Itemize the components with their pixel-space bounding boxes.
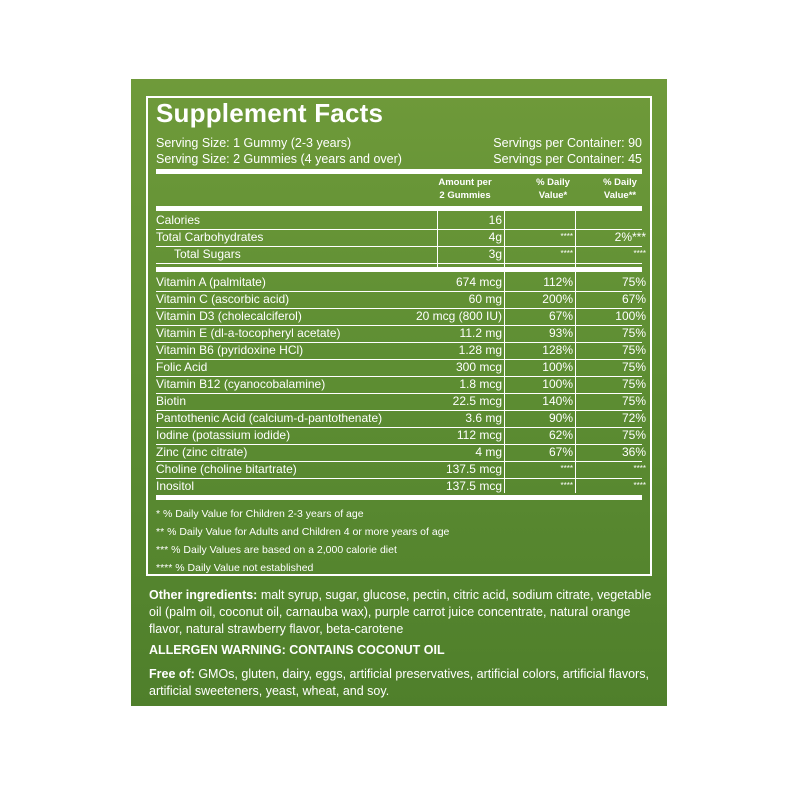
column-divider [504, 272, 505, 493]
nutrient-amount: 137.5 mcg [445, 462, 502, 476]
free-of-label: Free of: [149, 667, 195, 681]
nutrient-amount: 4 mg [475, 445, 502, 459]
other-ingredients-text: malt syrup, sugar, glucose, pectin, citric acid, sodium citrate, vegetable oil (palm oil, coconut oil, carnauba wax), purple carrot juice concentrate, natural orange flavor, natural strawberry flavor, beta-carotene [149, 588, 652, 636]
page-title: Supplement Facts [156, 98, 384, 128]
nutrient-row [156, 410, 646, 428]
supplement-facts-box [146, 96, 652, 576]
footnote: *** % Daily Values are based on a 2,000 calorie diet [156, 544, 397, 556]
daily-value-adults: 72% [621, 411, 646, 425]
nutrient-name: Vitamin D3 (cholecalciferol) [156, 309, 302, 323]
thick-divider [156, 267, 642, 272]
daily-value-adults: **** [633, 464, 646, 473]
daily-value-children: **** [560, 481, 573, 490]
nutrient-name: Vitamin B6 (pyridoxine HCl) [156, 343, 304, 357]
nutrient-amount: 3g [488, 247, 502, 261]
nutrient-name: Pantothenic Acid (calcium-d-pantothenate) [156, 411, 383, 425]
nutrient-row [156, 308, 646, 326]
nutrient-name: Biotin [156, 394, 187, 408]
nutrient-row [156, 291, 646, 309]
daily-value-children: 67% [548, 309, 573, 323]
nutrient-amount: 137.5 mcg [445, 479, 502, 493]
serving-row [156, 136, 642, 151]
daily-value-adults: 2%*** [614, 230, 646, 244]
daily-value-adults: 75% [621, 394, 646, 408]
servings-per-container: Servings per Container: 45 [493, 152, 642, 166]
nutrient-row [156, 274, 646, 292]
nutrient-amount: 1.28 mg [458, 343, 502, 357]
macro-row [156, 229, 646, 247]
daily-value-adults: **** [633, 481, 646, 490]
column-divider [575, 272, 576, 493]
footnote: **** % Daily Value not established [156, 562, 314, 574]
supplement-label-panel [131, 79, 667, 706]
nutrient-amount: 22.5 mcg [452, 394, 502, 408]
daily-value-adults: 36% [621, 445, 646, 459]
nutrient-name: Vitamin C (ascorbic acid) [156, 292, 290, 306]
nutrient-amount: 20 mcg (800 IU) [415, 309, 502, 323]
nutrient-row [156, 359, 646, 377]
nutrient-name: Iodine (potassium iodide) [156, 428, 291, 442]
nutrient-name: Vitamin E (dl-a-tocopheryl acetate) [156, 326, 341, 340]
macro-row [156, 212, 642, 230]
daily-value-children-header: % Daily Value* [536, 177, 570, 201]
serving-row [156, 152, 642, 167]
other-ingredients-label: Other ingredients: [149, 588, 258, 602]
daily-value-adults-header: % Daily Value** [603, 177, 637, 201]
thick-divider [156, 169, 642, 174]
daily-value-adults: 75% [621, 428, 646, 442]
daily-value-children: 128% [542, 343, 573, 357]
thick-divider [156, 495, 642, 500]
daily-value-children: 67% [548, 445, 573, 459]
nutrient-amount: 11.2 mg [459, 326, 502, 340]
nutrient-amount: 4g [488, 230, 502, 244]
daily-value-children: 62% [548, 428, 573, 442]
daily-value-children: 200% [542, 292, 573, 306]
nutrient-amount: 112 mcg [456, 428, 502, 442]
macro-row [156, 246, 646, 264]
amount-header: Amount per 2 Gummies [438, 177, 492, 201]
daily-value-adults: **** [633, 249, 646, 258]
nutrient-amount: 674 mcg [455, 275, 502, 289]
nutrient-amount: 3.6 mg [465, 411, 502, 425]
daily-value-adults: 75% [621, 360, 646, 374]
daily-value-children: 90% [548, 411, 573, 425]
thick-divider [156, 206, 642, 211]
serving-size: Serving Size: 2 Gummies (4 years and over) [156, 152, 402, 166]
nutrient-amount: 16 [488, 213, 502, 227]
nutrient-row [156, 461, 646, 479]
nutrient-row [156, 427, 646, 445]
free-of-text: GMOs, gluten, dairy, eggs, artificial preservatives, artificial colors, artificial flavors, artificial sweeteners, yeast, wheat, and soy. [149, 667, 649, 698]
nutrient-row [156, 342, 646, 360]
nutrient-amount: 300 mcg [455, 360, 502, 374]
nutrient-name: Vitamin A (palmitate) [156, 275, 266, 289]
footnote: * % Daily Value for Children 2-3 years of age [156, 508, 364, 520]
nutrient-name: Inositol [156, 479, 195, 493]
daily-value-adults: 100% [615, 309, 646, 323]
serving-size: Serving Size: 1 Gummy (2-3 years) [156, 136, 352, 150]
other-ingredients [149, 587, 655, 638]
footnote: ** % Daily Value for Adults and Children 4 or more years of age [156, 526, 450, 538]
daily-value-children: 100% [542, 360, 573, 374]
nutrient-amount: 60 mg [468, 292, 502, 306]
nutrient-name: Vitamin B12 (cyanocobalamine) [156, 377, 326, 391]
nutrient-row [156, 478, 646, 496]
daily-value-children: 140% [542, 394, 573, 408]
nutrient-name: Calories [156, 213, 201, 227]
daily-value-children: **** [560, 232, 573, 241]
nutrient-row [156, 376, 646, 394]
daily-value-adults: 75% [621, 377, 646, 391]
free-of [149, 666, 655, 700]
column-divider [437, 211, 438, 268]
allergen-warning: ALLERGEN WARNING: CONTAINS COCONUT OIL [149, 643, 445, 657]
daily-value-children: 100% [542, 377, 573, 391]
column-divider [575, 211, 576, 268]
daily-value-adults: 75% [621, 326, 646, 340]
daily-value-children: 93% [548, 326, 573, 340]
servings-per-container: Servings per Container: 90 [493, 136, 642, 150]
daily-value-children: **** [560, 464, 573, 473]
daily-value-adults: 75% [621, 343, 646, 357]
nutrient-amount: 1.8 mcg [459, 377, 502, 391]
nutrient-name: Total Sugars [174, 247, 241, 261]
daily-value-adults: 75% [621, 275, 646, 289]
nutrient-name: Folic Acid [156, 360, 208, 374]
column-divider [504, 211, 505, 268]
daily-value-children: 112% [543, 275, 573, 289]
nutrient-name: Total Carbohydrates [156, 230, 264, 244]
nutrient-row [156, 393, 646, 411]
nutrient-name: Choline (choline bitartrate) [156, 462, 297, 476]
nutrient-row [156, 444, 646, 462]
nutrient-name: Zinc (zinc citrate) [156, 445, 248, 459]
nutrient-row [156, 325, 646, 343]
daily-value-children: **** [560, 249, 573, 258]
daily-value-adults: 67% [621, 292, 646, 306]
